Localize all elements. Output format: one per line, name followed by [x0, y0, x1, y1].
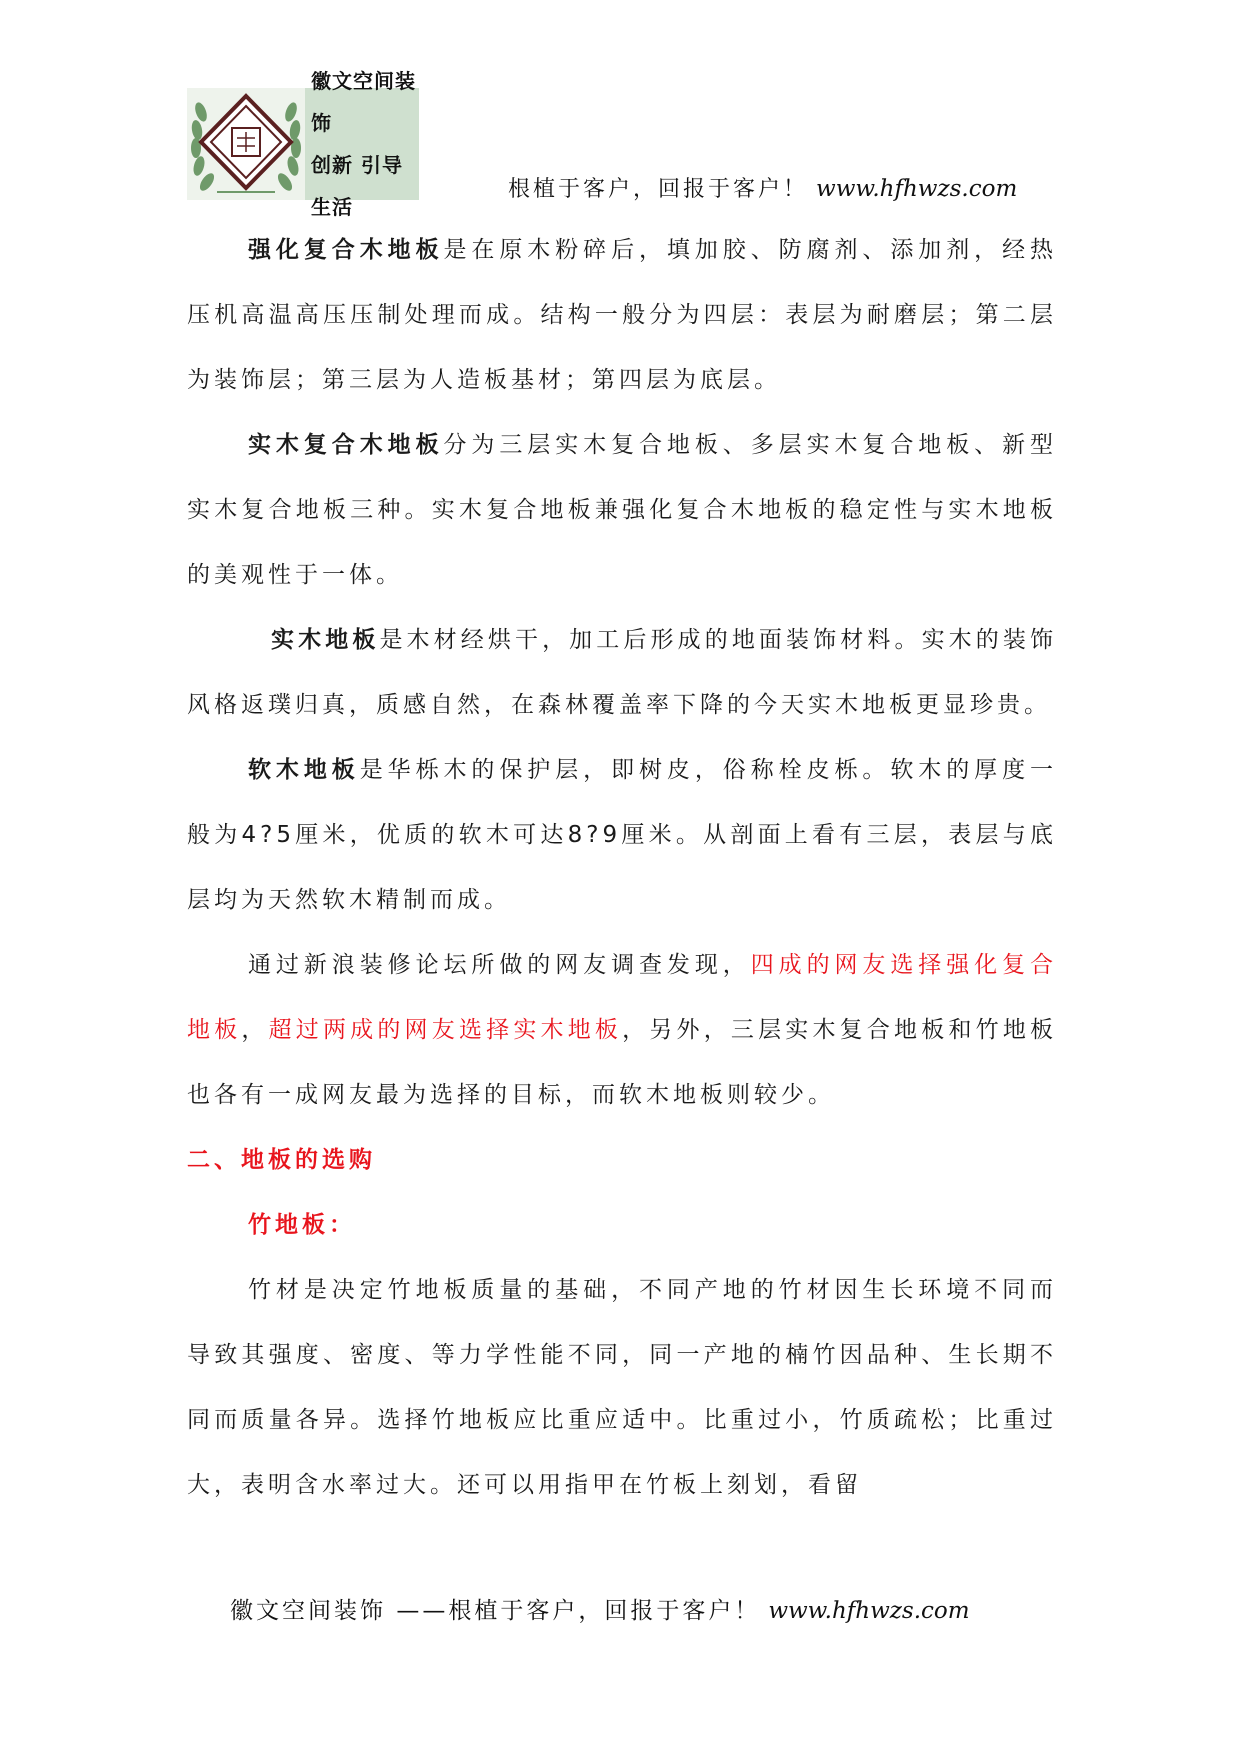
paragraph-survey	[187, 933, 1057, 1128]
footer-slogan: ——根植于客户，回报于客户！	[396, 1598, 761, 1624]
company-logo	[187, 69, 419, 219]
header-slogan	[508, 172, 1017, 203]
term-laminate-flooring: 强化复合木地板	[248, 237, 444, 263]
logo-emblem-icon	[187, 88, 305, 200]
paragraph-text: 是木材经烘干，加工后形成的地面装饰材料。实木的装饰风格返璞归真，质感自然，在森林覆盖率下降的今天实木地板更显珍贵。	[187, 627, 1058, 718]
subheading-bamboo-flooring: 竹地板：	[248, 1212, 356, 1238]
term-engineered-flooring: 实木复合木地板	[248, 432, 444, 458]
footer-company: 徽文空间装饰	[230, 1598, 386, 1624]
survey-lead: 通过新浪装修论坛所做的网友调查发现，	[248, 952, 751, 978]
paragraph-cork-flooring	[187, 738, 1057, 933]
logo-line-1: 徽文空间装饰	[311, 69, 416, 135]
footer-url-link[interactable]: www.hfhwzs.com	[768, 1598, 970, 1624]
paragraph-laminate-flooring	[187, 218, 1057, 413]
section-heading-purchase: 二、地板的选购	[187, 1147, 376, 1173]
term-cork-flooring: 软木地板	[248, 757, 360, 783]
paragraph-bamboo-selection: 竹材是决定竹地板质量的基础，不同产地的竹材因生长环境不同而导致其强度、密度、等力学性能不同，同一产地的楠竹因品种、生长期不同而质量各异。选择竹地板应比重应适中。比重过小，竹质疏松；比重过大，表明含水率过大。还可以用指甲在竹板上刻划，看留	[187, 1277, 1057, 1498]
survey-highlight-laminate: 四成的网友选择强化复合地板	[187, 952, 1058, 1043]
logo-text-block	[305, 69, 419, 219]
survey-tail: ，另外，三层实木复合地板和竹地板也各有一成网友最为选择的目标，而软木地板则较少。	[187, 1017, 1058, 1108]
survey-separator: ，	[241, 1017, 269, 1043]
page-footer	[230, 1592, 970, 1625]
paragraph-text: 是华栎木的保护层，即树皮，俗称栓皮栎。软木的厚度一般为4?5厘米，优质的软木可达8?9厘米。从剖面上看有三层，表层与底层均为天然软木精制而成。	[187, 757, 1058, 913]
paragraph-solid-wood-flooring	[187, 608, 1057, 738]
header-url-link[interactable]: www.hfhwzs.com	[816, 176, 1018, 202]
document-body	[187, 218, 1057, 1518]
paragraph-text: 分为三层实木复合地板、多层实木复合地板、新型实木复合地板三种。实木复合地板兼强化复合木地板的稳定性与实木地板的美观性于一体。	[187, 432, 1058, 588]
paragraph-text: 是在原木粉碎后，填加胶、防腐剂、添加剂，经热压机高温高压压制处理而成。结构一般分为四层：表层为耐磨层；第二层为装饰层；第三层为人造板基材；第四层为底层。	[187, 237, 1058, 393]
term-solid-wood-flooring: 实木地板	[271, 627, 380, 653]
paragraph-engineered-flooring	[187, 413, 1057, 608]
logo-line-2: 创新 引导 生活	[311, 153, 403, 219]
header-slogan-text: 根植于客户，回报于客户！	[508, 177, 809, 202]
survey-highlight-solid-wood: 超过两成的网友选择实木地板	[268, 1017, 623, 1043]
